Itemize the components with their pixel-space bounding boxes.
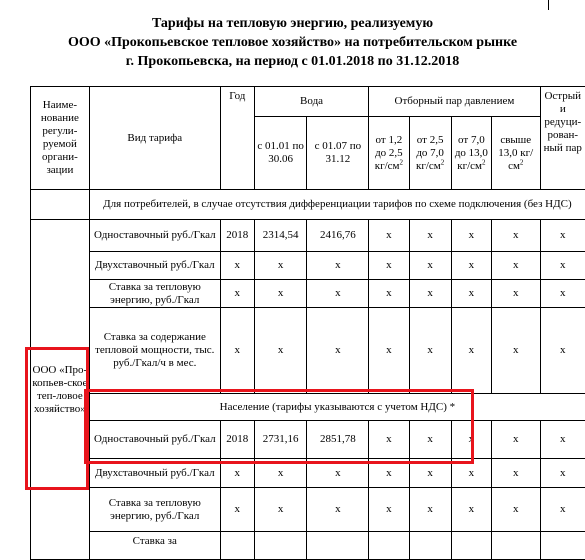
document-title [0,14,585,71]
cell-water-1: х [254,308,307,394]
table-row [31,421,585,459]
cell-acute-steam: х [540,220,585,252]
cell-steam-1 [369,532,409,560]
cell-year: х [220,252,254,280]
cell-steam-2: х [409,252,451,280]
cell-water-1: х [254,459,307,488]
table-row [31,308,585,394]
title-line-1: Тарифы на тепловую энергию, реализуемую [0,14,585,33]
table-row [31,532,585,560]
cell-water-2: 2416,76 [307,220,369,252]
cell-steam-1: х [369,220,409,252]
cell-water-1: 2314,54 [254,220,307,252]
cell-tariff-type: Одноставочный руб./Гкал [89,421,220,459]
superscript-2: 2 [400,158,404,166]
cell-acute-steam: х [540,280,585,308]
header-water-period-2: с 01.07 по 31.12 [307,117,369,190]
header-organization: Наиме-нование регули-руемой органи-зации [31,87,90,190]
header-steam-pressure-4-text: свыше 13,0 кг/см [498,134,533,172]
cell-steam-4: х [492,488,541,532]
cell-water-2: х [307,280,369,308]
section-population: Население (тарифы указываются с учетом НДС) * [89,394,585,421]
header-tariff-type: Вид тарифа [89,87,220,190]
cell-steam-4: х [492,308,541,394]
cell-acute-steam [540,532,585,560]
cell-water-1 [254,532,307,560]
cell-steam-2: х [409,421,451,459]
cell-year: х [220,488,254,532]
cell-steam-1: х [369,459,409,488]
table-row [31,220,585,252]
cell-water-2: х [307,488,369,532]
cell-water-2: х [307,459,369,488]
cell-acute-steam: х [540,308,585,394]
cell-steam-1: х [369,421,409,459]
cell-acute-steam: х [540,421,585,459]
cell-steam-4: х [492,280,541,308]
cell-water-1: х [254,280,307,308]
cell-steam-3: х [451,421,491,459]
cell-steam-3: х [451,220,491,252]
cell-water-1: 2731,16 [254,421,307,459]
header-steam-pressure-1 [369,117,409,190]
cell-steam-1: х [369,252,409,280]
title-line-3: г. Прокопьевска, на период с 01.01.2018 по 31.12.2018 [0,52,585,71]
cell-water-1: х [254,488,307,532]
cell-year: х [220,308,254,394]
cell-tariff-type: Двухставочный руб./Гкал [89,459,220,488]
cell-water-2: х [307,252,369,280]
cell-water-2: х [307,308,369,394]
superscript-2: 2 [520,158,524,166]
header-year: Год [220,87,254,190]
cell-year: 2018 [220,421,254,459]
organization-name: ООО «Про-копьев-ское теп-ловое хозяйство» [31,220,90,560]
blank-org-cell [31,190,90,220]
cell-steam-2: х [409,308,451,394]
cell-tariff-type: Ставка за содержание тепловой мощности, тыс. руб./Гкал/ч в мес. [89,308,220,394]
cell-steam-4: х [492,252,541,280]
header-steam-pressure-2-text: от 2,5 до 7,0 кг/см [416,134,444,172]
superscript-2: 2 [482,158,486,166]
cell-tariff-type: Ставка за [89,532,220,560]
cell-steam-3: х [451,459,491,488]
cell-water-1: х [254,252,307,280]
cell-year [220,532,254,560]
cell-steam-1: х [369,308,409,394]
header-steam-pressure-3-text: от 7,0 до 13,0 кг/см [455,134,488,172]
cell-water-2 [307,532,369,560]
cell-steam-2: х [409,488,451,532]
cell-steam-2 [409,532,451,560]
cell-steam-4: х [492,220,541,252]
header-steam: Отборный пар давлением [369,87,540,117]
table-row [31,488,585,532]
header-acute-steam: Острый и редуци-рован-ный пар [540,87,585,190]
header-steam-pressure-3 [451,117,491,190]
cell-steam-3: х [451,488,491,532]
cell-steam-3: х [451,252,491,280]
cell-year: 2018 [220,220,254,252]
superscript-2: 2 [441,158,445,166]
cell-acute-steam: х [540,252,585,280]
cell-steam-2: х [409,459,451,488]
cell-steam-3: х [451,280,491,308]
title-line-2: ООО «Прокопьевское тепловое хозяйство» на потребительском рынке [0,33,585,52]
cell-steam-1: х [369,488,409,532]
cell-steam-2: х [409,220,451,252]
cell-year: х [220,459,254,488]
cell-steam-2: х [409,280,451,308]
section-no-differentiation: Для потребителей, в случае отсутствия дифференциации тарифов по схеме подключения (без НДС) [89,190,585,220]
cell-acute-steam: х [540,459,585,488]
cell-tariff-type: Двухставочный руб./Гкал [89,252,220,280]
cell-steam-3: х [451,308,491,394]
cell-tariff-type: Одноставочный руб./Гкал [89,220,220,252]
table-row [31,252,585,280]
cell-steam-4: х [492,459,541,488]
header-steam-pressure-1-text: от 1,2 до 2,5 кг/см [375,134,403,172]
table-row [31,459,585,488]
cell-water-2: 2851,78 [307,421,369,459]
table-row [31,280,585,308]
cell-year: х [220,280,254,308]
cell-tariff-type: Ставка за тепловую энергию, руб./Гкал [89,488,220,532]
cell-steam-4 [492,532,541,560]
cell-steam-4: х [492,421,541,459]
cell-steam-1: х [369,280,409,308]
header-steam-pressure-2 [409,117,451,190]
cell-acute-steam: х [540,488,585,532]
cell-tariff-type: Ставка за тепловую энергию, руб./Гкал [89,280,220,308]
tariff-table [30,86,585,560]
cell-steam-3 [451,532,491,560]
page-edge-mark [548,0,549,10]
header-steam-pressure-4 [492,117,541,190]
header-water: Вода [254,87,368,117]
header-water-period-1: с 01.01 по 30.06 [254,117,307,190]
